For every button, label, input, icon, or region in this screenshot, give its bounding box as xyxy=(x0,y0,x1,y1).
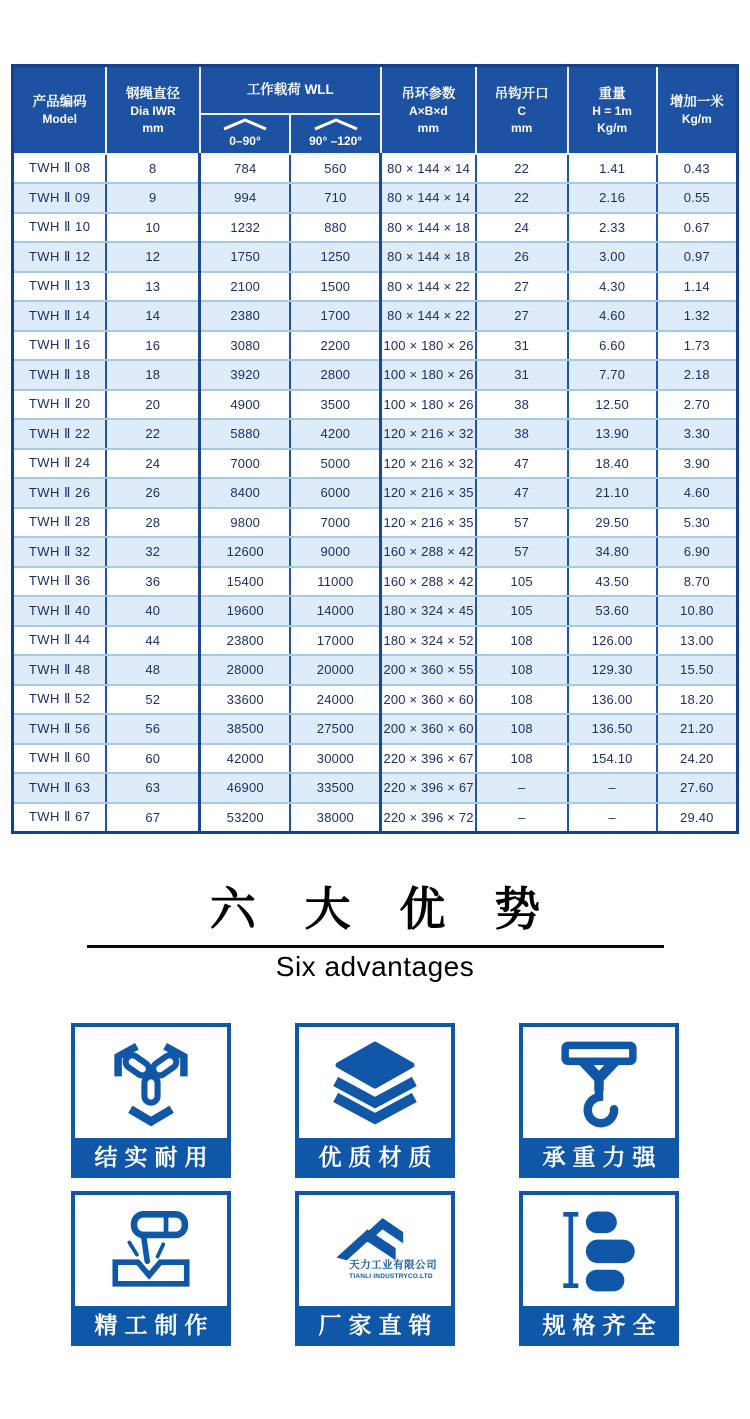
table-cell: 5880 xyxy=(200,419,291,449)
model-cell: TWH Ⅱ 20 xyxy=(13,390,107,420)
table-cell: 15400 xyxy=(200,567,291,597)
table-cell: 136.00 xyxy=(568,685,657,715)
table-cell: – xyxy=(476,803,568,833)
model-cell: TWH Ⅱ 18 xyxy=(13,360,107,390)
table-cell: 36 xyxy=(106,567,199,597)
header-ring-formula: A×B×d xyxy=(408,104,448,119)
table-cell: 60 xyxy=(106,744,199,774)
factory-logo-icon xyxy=(299,1195,451,1306)
model-cell: TWH Ⅱ 60 xyxy=(13,744,107,774)
table-cell: 100 × 180 × 26 xyxy=(381,390,476,420)
table-cell: 7.70 xyxy=(568,360,657,390)
table-cell: 1250 xyxy=(290,242,381,272)
model-cell: TWH Ⅱ 24 xyxy=(13,449,107,479)
table-cell: 100 × 180 × 26 xyxy=(381,360,476,390)
angle-chevron-icon xyxy=(222,117,268,131)
table-cell: 120 × 216 × 32 xyxy=(381,449,476,479)
table-cell: 10 xyxy=(106,213,199,243)
table-cell: 38 xyxy=(476,390,568,420)
table-cell: 40 xyxy=(106,596,199,626)
table-cell: 120 × 216 × 32 xyxy=(381,419,476,449)
table-row xyxy=(13,626,738,656)
model-cell: TWH Ⅱ 36 xyxy=(13,567,107,597)
table-cell: 5.30 xyxy=(657,508,738,538)
table-cell: 7000 xyxy=(200,449,291,479)
model-cell: TWH Ⅱ 63 xyxy=(13,773,107,803)
table-cell: 180 × 324 × 52 xyxy=(381,626,476,656)
table-cell: 18.40 xyxy=(568,449,657,479)
table-row xyxy=(13,301,738,331)
table-cell: 27 xyxy=(476,301,568,331)
table-cell: 8.70 xyxy=(657,567,738,597)
header-extra-cn: 增加一米 xyxy=(669,93,724,109)
advantage-tile-craft xyxy=(71,1191,231,1346)
table-cell: 108 xyxy=(476,685,568,715)
table-cell: 30000 xyxy=(290,744,381,774)
factory-logo-text xyxy=(349,1257,449,1280)
table-row xyxy=(13,655,738,685)
table-cell: 24 xyxy=(476,213,568,243)
table-cell: 31 xyxy=(476,360,568,390)
table-cell: 80 × 144 × 18 xyxy=(381,242,476,272)
header-model-cn: 产品编码 xyxy=(32,93,87,109)
table-cell: 10.80 xyxy=(657,596,738,626)
advantage-tile-load xyxy=(519,1023,679,1178)
table-cell: 129.30 xyxy=(568,655,657,685)
table-cell: 560 xyxy=(290,154,381,184)
model-cell: TWH Ⅱ 28 xyxy=(13,508,107,538)
table-cell: 28000 xyxy=(200,655,291,685)
table-cell: 12600 xyxy=(200,537,291,567)
table-cell: 57 xyxy=(476,537,568,567)
advantage-label: 结实耐用 xyxy=(75,1138,227,1174)
table-cell: 8 xyxy=(106,154,199,184)
table-cell: 200 × 360 × 55 xyxy=(381,655,476,685)
table-row xyxy=(13,744,738,774)
header-ring-unit: mm xyxy=(417,120,439,135)
model-cell: TWH Ⅱ 40 xyxy=(13,596,107,626)
table-cell: 2380 xyxy=(200,301,291,331)
model-cell: TWH Ⅱ 12 xyxy=(13,242,107,272)
factory-name-en: TIANLI INDUSTRYCO.LTD xyxy=(349,1272,433,1280)
table-cell: 994 xyxy=(200,183,291,213)
crane-hook-icon xyxy=(523,1027,675,1138)
model-cell: TWH Ⅱ 16 xyxy=(13,331,107,361)
table-cell: 42000 xyxy=(200,744,291,774)
table-cell: 220 × 396 × 67 xyxy=(381,773,476,803)
ruler-sizes-icon xyxy=(523,1195,675,1306)
table-cell: 0.55 xyxy=(657,183,738,213)
table-cell: 6.60 xyxy=(568,331,657,361)
table-cell: 0.67 xyxy=(657,213,738,243)
table-cell: 4200 xyxy=(290,419,381,449)
table-cell: 160 × 288 × 42 xyxy=(381,567,476,597)
table-cell: 11000 xyxy=(290,567,381,597)
table-cell: 0.97 xyxy=(657,242,738,272)
header-wll-angle-1 xyxy=(200,114,291,154)
model-cell: TWH Ⅱ 09 xyxy=(13,183,107,213)
table-row xyxy=(13,773,738,803)
table-cell: 80 × 144 × 14 xyxy=(381,154,476,184)
table-cell: 16 xyxy=(106,331,199,361)
table-row xyxy=(13,537,738,567)
table-cell: 1750 xyxy=(200,242,291,272)
header-weight xyxy=(568,66,657,154)
table-cell: 80 × 144 × 22 xyxy=(381,272,476,302)
table-cell: 19600 xyxy=(200,596,291,626)
advantage-tile-specs xyxy=(519,1191,679,1346)
table-row xyxy=(13,714,738,744)
table-cell: 880 xyxy=(290,213,381,243)
table-cell: 56 xyxy=(106,714,199,744)
table-cell: 34.80 xyxy=(568,537,657,567)
table-body xyxy=(13,154,738,833)
table-cell: 784 xyxy=(200,154,291,184)
table-cell: 27500 xyxy=(290,714,381,744)
header-hook-cn: 吊钩开口 xyxy=(494,85,549,101)
header-model xyxy=(13,66,107,154)
table-cell: 33500 xyxy=(290,773,381,803)
advantage-label: 承重力强 xyxy=(523,1138,675,1174)
table-cell: 2.18 xyxy=(657,360,738,390)
table-cell: 4900 xyxy=(200,390,291,420)
table-cell: 3.30 xyxy=(657,419,738,449)
table-cell: 33600 xyxy=(200,685,291,715)
table-cell: 47 xyxy=(476,478,568,508)
advantage-tile-direct xyxy=(295,1191,455,1346)
table-cell: 3.00 xyxy=(568,242,657,272)
spec-table xyxy=(11,64,739,834)
table-cell: 100 × 180 × 26 xyxy=(381,331,476,361)
table-cell: 710 xyxy=(290,183,381,213)
table-cell: 0.43 xyxy=(657,154,738,184)
table-cell: 6.90 xyxy=(657,537,738,567)
table-cell: 220 × 396 × 67 xyxy=(381,744,476,774)
table-cell: 8400 xyxy=(200,478,291,508)
table-cell: 12 xyxy=(106,242,199,272)
table-cell: 4.60 xyxy=(568,301,657,331)
table-cell: 3080 xyxy=(200,331,291,361)
table-row xyxy=(13,183,738,213)
table-cell: 38 xyxy=(476,419,568,449)
advantage-label: 规格齐全 xyxy=(523,1306,675,1342)
table-row xyxy=(13,419,738,449)
advantages-heading xyxy=(0,884,750,983)
table-cell: 2200 xyxy=(290,331,381,361)
advantage-tile-durable xyxy=(71,1023,231,1178)
table-cell: 120 × 216 × 35 xyxy=(381,478,476,508)
table-cell: 6000 xyxy=(290,478,381,508)
model-cell: TWH Ⅱ 52 xyxy=(13,685,107,715)
table-cell: 48 xyxy=(106,655,199,685)
table-cell: 44 xyxy=(106,626,199,656)
table-cell: 108 xyxy=(476,655,568,685)
table-cell: 67 xyxy=(106,803,199,833)
table-cell: 1.14 xyxy=(657,272,738,302)
table-cell: 2100 xyxy=(200,272,291,302)
table-cell: 28 xyxy=(106,508,199,538)
table-cell: 20000 xyxy=(290,655,381,685)
table-cell: 12.50 xyxy=(568,390,657,420)
header-hook-unit: mm xyxy=(511,120,533,135)
factory-name-cn: 天力工业有限公司 xyxy=(349,1258,438,1271)
table-cell: 52 xyxy=(106,685,199,715)
table-row xyxy=(13,154,738,184)
table-cell: 108 xyxy=(476,626,568,656)
table-cell: 15.50 xyxy=(657,655,738,685)
table-cell: 108 xyxy=(476,714,568,744)
table-cell: 154.10 xyxy=(568,744,657,774)
angle-range-label: 90° –120° xyxy=(309,134,363,148)
model-cell: TWH Ⅱ 48 xyxy=(13,655,107,685)
table-cell: 24.20 xyxy=(657,744,738,774)
welding-icon xyxy=(75,1195,227,1306)
header-wll-angle-2 xyxy=(290,114,381,154)
table-cell: 1700 xyxy=(290,301,381,331)
advantages-title-cn: 六 大 优 势 xyxy=(209,883,559,935)
angle-chevron-icon xyxy=(313,117,359,131)
table-cell: 63 xyxy=(106,773,199,803)
model-cell: TWH Ⅱ 08 xyxy=(13,154,107,184)
model-cell: TWH Ⅱ 44 xyxy=(13,626,107,656)
table-cell: 22 xyxy=(106,419,199,449)
table-cell: – xyxy=(568,803,657,833)
table-cell: 21.10 xyxy=(568,478,657,508)
table-cell: 53.60 xyxy=(568,596,657,626)
table-cell: 32 xyxy=(106,537,199,567)
table-cell: 53200 xyxy=(200,803,291,833)
table-cell: 80 × 144 × 18 xyxy=(381,213,476,243)
model-cell: TWH Ⅱ 26 xyxy=(13,478,107,508)
table-cell: 9000 xyxy=(290,537,381,567)
table-cell: 18.20 xyxy=(657,685,738,715)
spec-table-header xyxy=(13,66,738,154)
header-hook-opening xyxy=(476,66,568,154)
table-cell: 120 × 216 × 35 xyxy=(381,508,476,538)
table-cell: 4.60 xyxy=(657,478,738,508)
table-cell: 27.60 xyxy=(657,773,738,803)
advantage-tiles-grid xyxy=(0,1023,750,1346)
header-dia-en: Dia IWR xyxy=(130,104,176,119)
table-cell: 22 xyxy=(476,183,568,213)
table-cell: 31 xyxy=(476,331,568,361)
table-cell: 57 xyxy=(476,508,568,538)
header-weight-formula: H = 1m xyxy=(592,104,632,119)
table-cell: 14000 xyxy=(290,596,381,626)
table-cell: 2.70 xyxy=(657,390,738,420)
table-cell: 9 xyxy=(106,183,199,213)
table-cell: 3500 xyxy=(290,390,381,420)
advantages-title-en: Six advantages xyxy=(275,950,475,982)
table-cell: 180 × 324 × 45 xyxy=(381,596,476,626)
header-model-en: Model xyxy=(42,112,77,127)
table-cell: 200 × 360 × 60 xyxy=(381,714,476,744)
table-cell: 29.40 xyxy=(657,803,738,833)
table-row xyxy=(13,272,738,302)
table-cell: 105 xyxy=(476,567,568,597)
table-row xyxy=(13,508,738,538)
table-cell: 136.50 xyxy=(568,714,657,744)
table-cell: 23800 xyxy=(200,626,291,656)
heading-divider xyxy=(87,945,664,948)
table-cell: 4.30 xyxy=(568,272,657,302)
table-cell: 17000 xyxy=(290,626,381,656)
table-cell: 80 × 144 × 14 xyxy=(381,183,476,213)
header-dia xyxy=(106,66,199,154)
header-extra-meter xyxy=(657,66,738,154)
table-cell: 9800 xyxy=(200,508,291,538)
table-cell: 26 xyxy=(106,478,199,508)
advantage-tile-material xyxy=(295,1023,455,1178)
table-cell: 13.90 xyxy=(568,419,657,449)
table-row xyxy=(13,478,738,508)
table-cell: 38500 xyxy=(200,714,291,744)
table-cell: 5000 xyxy=(290,449,381,479)
table-cell: 13 xyxy=(106,272,199,302)
model-cell: TWH Ⅱ 13 xyxy=(13,272,107,302)
header-weight-cn: 重量 xyxy=(598,85,626,101)
table-cell: 2.16 xyxy=(568,183,657,213)
angle-range-label: 0–90° xyxy=(229,134,261,148)
table-cell: 7000 xyxy=(290,508,381,538)
model-cell: TWH Ⅱ 32 xyxy=(13,537,107,567)
table-cell: 2800 xyxy=(290,360,381,390)
table-cell: 1.73 xyxy=(657,331,738,361)
table-cell: – xyxy=(476,773,568,803)
table-row xyxy=(13,596,738,626)
header-extra-unit: Kg/m xyxy=(681,112,712,127)
table-cell: 200 × 360 × 60 xyxy=(381,685,476,715)
table-cell: 1232 xyxy=(200,213,291,243)
header-wll xyxy=(200,66,381,114)
table-cell: 24 xyxy=(106,449,199,479)
table-cell: 160 × 288 × 42 xyxy=(381,537,476,567)
advantage-label: 厂家直销 xyxy=(299,1306,451,1342)
chain-links-icon xyxy=(75,1027,227,1138)
model-cell: TWH Ⅱ 56 xyxy=(13,714,107,744)
table-cell: 26 xyxy=(476,242,568,272)
model-cell: TWH Ⅱ 10 xyxy=(13,213,107,243)
table-cell: 1500 xyxy=(290,272,381,302)
table-cell: 24000 xyxy=(290,685,381,715)
table-row xyxy=(13,360,738,390)
table-cell: 220 × 396 × 72 xyxy=(381,803,476,833)
model-cell: TWH Ⅱ 14 xyxy=(13,301,107,331)
table-cell: 13.00 xyxy=(657,626,738,656)
table-cell: 3920 xyxy=(200,360,291,390)
table-row xyxy=(13,685,738,715)
header-ring-cn: 吊环参数 xyxy=(401,85,456,101)
table-cell: 3.90 xyxy=(657,449,738,479)
table-cell: 22 xyxy=(476,154,568,184)
header-weight-unit: Kg/m xyxy=(597,120,628,135)
table-cell: 108 xyxy=(476,744,568,774)
table-cell: 27 xyxy=(476,272,568,302)
table-cell: 80 × 144 × 22 xyxy=(381,301,476,331)
table-cell: 21.20 xyxy=(657,714,738,744)
header-wll-label: 工作载荷 WLL xyxy=(246,81,334,97)
table-row xyxy=(13,213,738,243)
table-row xyxy=(13,567,738,597)
model-cell: TWH Ⅱ 22 xyxy=(13,419,107,449)
table-row xyxy=(13,803,738,833)
table-row xyxy=(13,449,738,479)
table-cell: 2.33 xyxy=(568,213,657,243)
table-cell: 1.41 xyxy=(568,154,657,184)
advantage-label: 优质材质 xyxy=(299,1138,451,1174)
advantage-label: 精工制作 xyxy=(75,1306,227,1342)
table-cell: 1.32 xyxy=(657,301,738,331)
table-cell: 47 xyxy=(476,449,568,479)
table-cell: 126.00 xyxy=(568,626,657,656)
table-cell: 105 xyxy=(476,596,568,626)
table-cell: 43.50 xyxy=(568,567,657,597)
table-cell: 20 xyxy=(106,390,199,420)
table-cell: 38000 xyxy=(290,803,381,833)
table-cell: 29.50 xyxy=(568,508,657,538)
header-dia-cn: 钢绳直径 xyxy=(126,85,181,101)
table-cell: 18 xyxy=(106,360,199,390)
table-row xyxy=(13,331,738,361)
header-ring-params xyxy=(381,66,476,154)
layers-icon xyxy=(299,1027,451,1138)
table-cell: 46900 xyxy=(200,773,291,803)
header-dia-unit: mm xyxy=(142,120,164,135)
header-hook-symbol: C xyxy=(517,104,527,119)
table-row xyxy=(13,390,738,420)
model-cell: TWH Ⅱ 67 xyxy=(13,803,107,833)
table-cell: – xyxy=(568,773,657,803)
table-cell: 14 xyxy=(106,301,199,331)
table-row xyxy=(13,242,738,272)
